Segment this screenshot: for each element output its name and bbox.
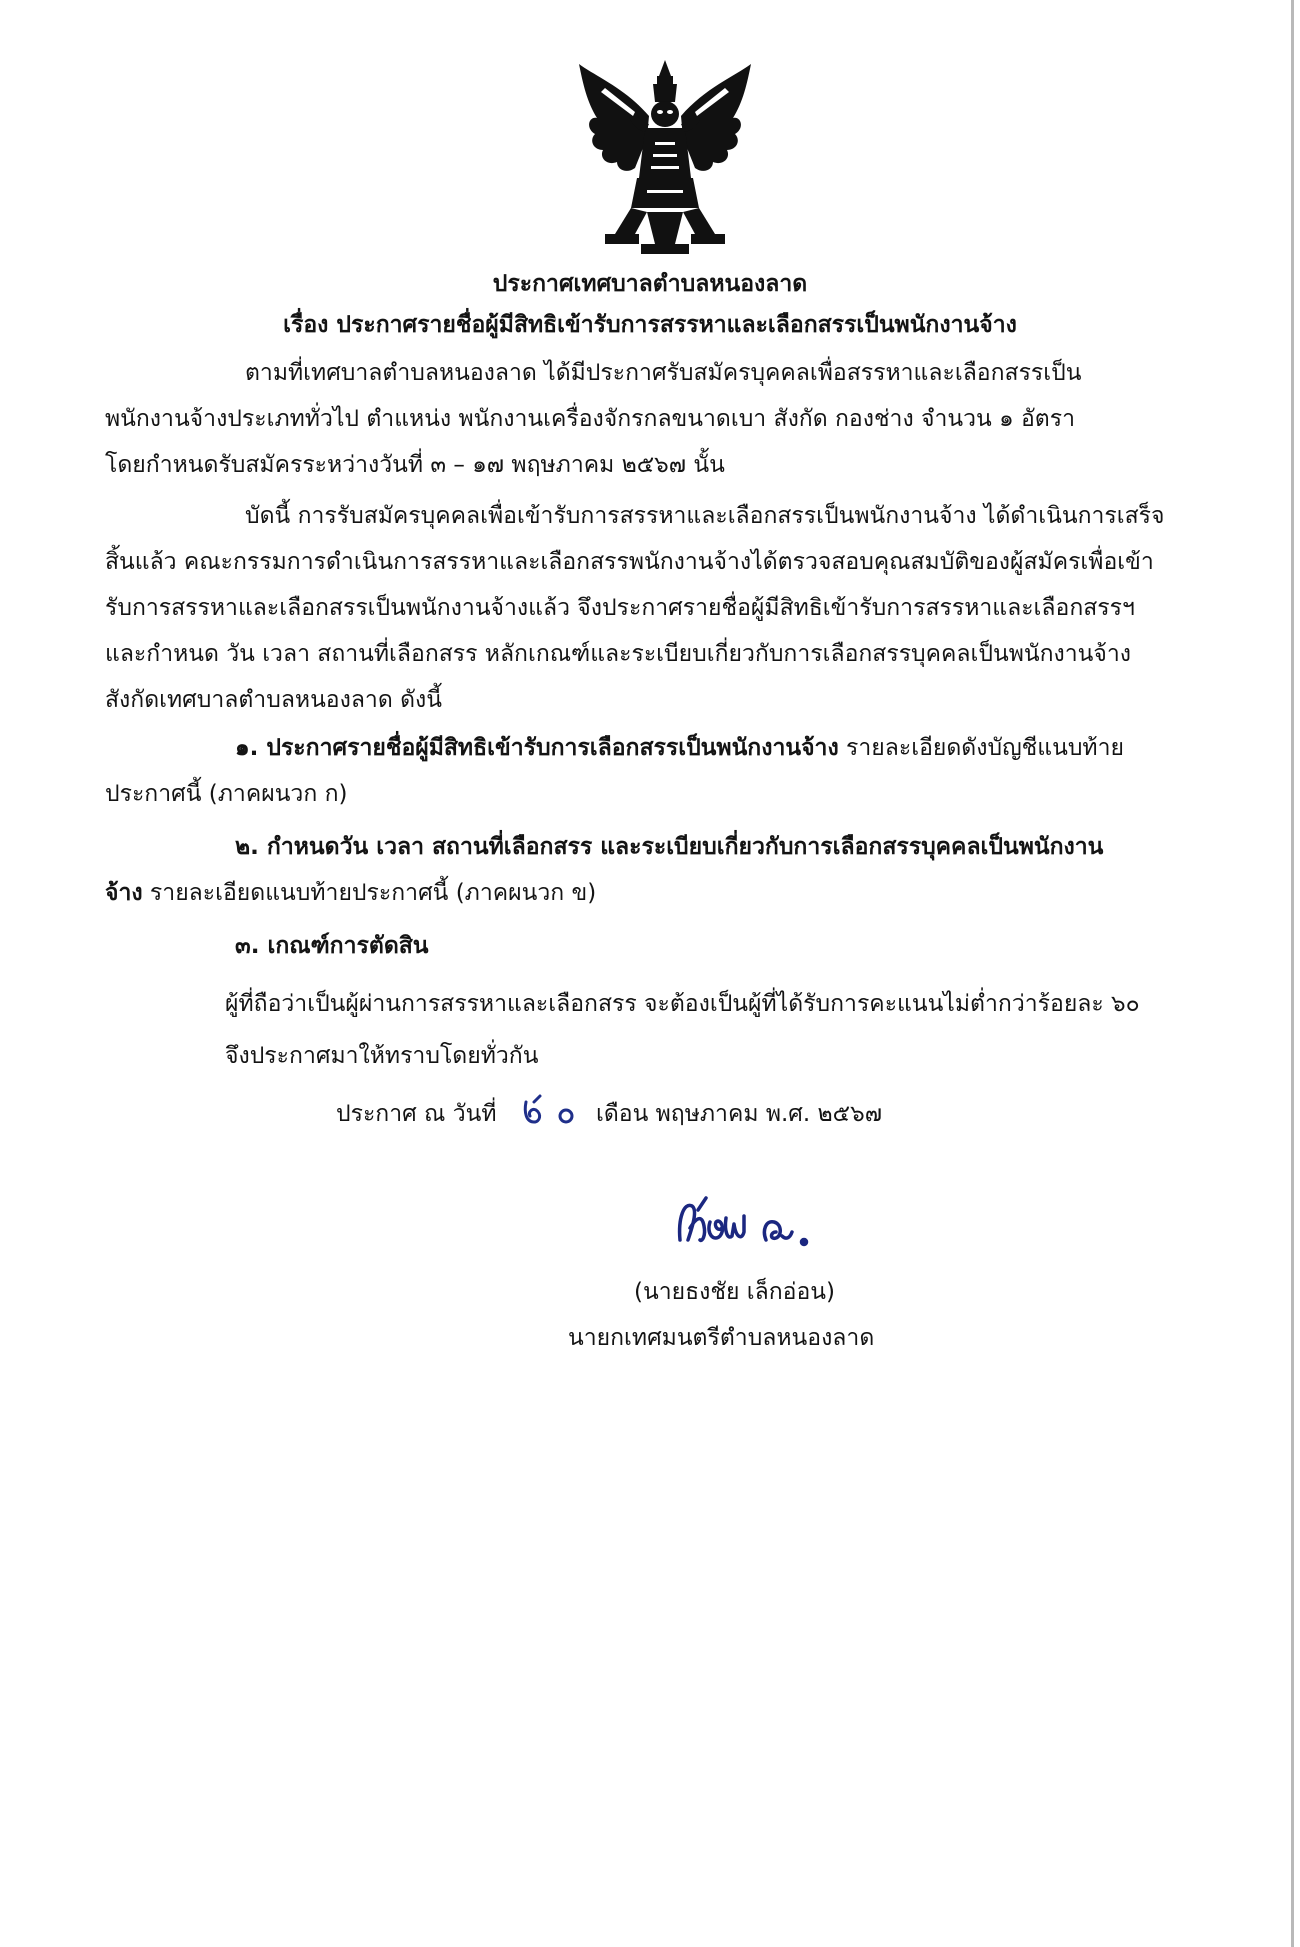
item-3-text: ผู้ที่ถือว่าเป็นผู้ผ่านการสรรหาและเลือกสรร จะต้องเป็นผู้ที่ได้รับการคะแนนไม่ต่ำกว่าร้อยละ ๖๐ (225, 991, 1140, 1017)
date-suffix: เดือน พฤษภาคม พ.ศ. ๒๕๖๗ (596, 1101, 882, 1127)
intro-line-3: โดยกำหนดรับสมัครระหว่างวันที่ ๓ – ๑๗ พฤษภาคม ๒๕๖๗ นั้น (105, 452, 725, 478)
body-line-3: รับการสรรหาและเลือกสรรเป็นพนักงานจ้างแล้ว จึงประกาศรายชื่อผู้มีสิทธิเข้ารับการสรรหาและเลือกสรรฯ (105, 595, 1135, 621)
intro-line-2: พนักงานจ้างประเภททั่วไป ตำแหน่ง พนักงานเครื่องจักรกลขนาดเบา สังกัด กองช่าง จำนวน ๑ อัตรา (105, 406, 1075, 432)
garuda-emblem-icon (575, 58, 755, 258)
signatory-position: นายกเทศมนตรีตำบลหนองลาด (568, 1325, 875, 1351)
announcement-title: ประกาศเทศบาลตำบลหนองลาด (492, 271, 808, 297)
body-line-5: สังกัดเทศบาลตำบลหนองลาด ดังนี้ (105, 687, 442, 713)
item-1-line (235, 732, 1124, 764)
body-line-1: บัดนี้ การรับสมัครบุคคลเพื่อเข้ารับการสรรหาและเลือกสรรเป็นพนักงานจ้าง ได้ดำเนินการเสร็จ (245, 503, 1165, 529)
signature (670, 1188, 830, 1258)
item-2-heading-cont: จ้าง (105, 880, 143, 906)
body-line-4: และกำหนด วัน เวลา สถานที่เลือกสรร หลักเกณฑ์และระเบียบเกี่ยวกับการเลือกสรรบุคคลเป็นพนักงานจ้าง (105, 641, 1132, 667)
intro-line-1: ตามที่เทศบาลตำบลหนองลาด ได้มีประกาศรับสมัครบุคคลเพื่อสรรหาและเลือกสรรเป็น (245, 360, 1082, 386)
item-3-heading: ๓. เกณฑ์การตัดสิน (235, 933, 429, 959)
item-2-continuation (105, 877, 596, 909)
signatory-name: (นายธงชัย เล็กอ่อน) (634, 1279, 835, 1305)
item-1-detail: รายละเอียดดังบัญชีแนบท้าย (838, 735, 1124, 761)
body-line-2: สิ้นแล้ว คณะกรรมการดำเนินการสรรหาและเลือกสรรพนักงานจ้างได้ตรวจสอบคุณสมบัติของผู้สมัครเพื่อเข้า (105, 549, 1154, 575)
announcement-subject: เรื่อง ประกาศรายชื่อผู้มีสิทธิเข้ารับการสรรหาและเลือกสรรเป็นพนักงานจ้าง (283, 312, 1017, 338)
handwritten-day (520, 1092, 582, 1130)
item-1-continuation: ประกาศนี้ (ภาคผนวก ก) (105, 781, 348, 807)
item-1-heading: ๑. ประกาศรายชื่อผู้มีสิทธิเข้ารับการเลือกสรรเป็นพนักงานจ้าง (235, 735, 839, 761)
date-prefix: ประกาศ ณ วันที่ (336, 1101, 497, 1127)
item-2-detail: รายละเอียดแนบท้ายประกาศนี้ (ภาคผนวก ข) (142, 880, 597, 906)
item-2-heading: ๒. กำหนดวัน เวลา สถานที่เลือกสรร และระเบียบเกี่ยวกับการเลือกสรรบุคคลเป็นพนักงาน (235, 834, 1104, 860)
closing-text: จึงประกาศมาให้ทราบโดยทั่วกัน (225, 1043, 539, 1069)
